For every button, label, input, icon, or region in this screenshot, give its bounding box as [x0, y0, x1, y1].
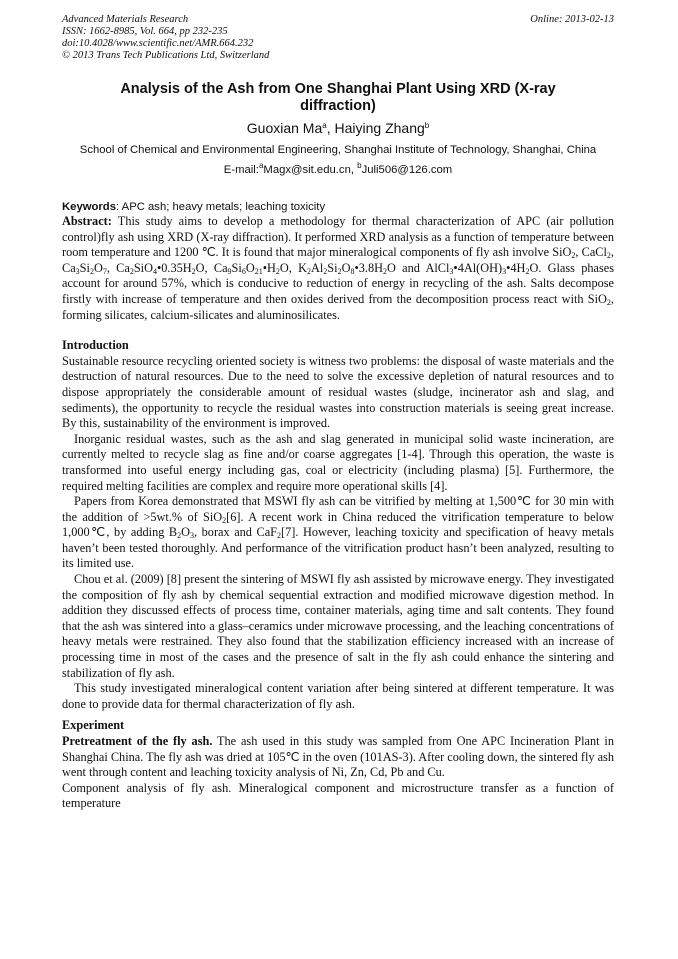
subscript: 2: [129, 266, 134, 276]
text-run: [7]. However, leaching toxicity and specification of heavy metals haven’t been tested thoroughly. And performance of the vitrification product hasn’t been analyzed, resulting to its limited use.: [62, 525, 614, 571]
text-run: The ash used in this study was sampled from One APC Incineration Plant in Shanghai China. The fly ash was dried at 105℃ in the oven (101AS-3). After cooling down, the sintered fly ash went through content and leaching toxicity analysis of Ni, Zn, Cd, Pb and Cu.: [62, 734, 614, 780]
author-line: [62, 120, 614, 137]
text-run: Si: [327, 260, 338, 275]
text-run: , CaCl: [575, 245, 607, 260]
author-separator: ,: [326, 120, 335, 136]
issn-line: ISSN: 1662-8985, Vol. 664, pp 232-235: [62, 26, 228, 37]
text-run: O, Ca: [195, 260, 228, 275]
keywords: [62, 200, 614, 214]
section-heading-introduction: Introduction: [62, 338, 129, 353]
paper-title: Analysis of the Ash from One Shanghai Plant Using XRD (X-ray diffraction): [120, 81, 556, 114]
subscript: 2: [222, 515, 227, 525]
subscript: 2: [275, 266, 280, 276]
subscript: 8: [350, 266, 355, 276]
text-run: Al: [310, 260, 324, 275]
paper-page: [62, 14, 614, 812]
text-run: O. Glass phases account for around 57%, which is conducive to reduction of energy in recycling of the ash. Salts decompose firstly with increase of temperature and then oxides derived from the decomposition process react with SiO: [62, 260, 614, 306]
paragraph: This study investigated mineralogical content variation after being sintered at different temperature. It was done to provide data for thermal characterization of fly ash.: [62, 681, 614, 711]
copyright-line: © 2013 Trans Tech Publications Ltd, Switzerland: [62, 50, 270, 61]
paragraph: Sustainable resource recycling oriented society is witness two problems: the disposal of waste materials and the destruction of natural resources. Due to the need to solve the excessive depletion of natural resources and to dispose appropriately the considerable amount of residual wastes (sludge, incinerator ash and slag, and sediments), the opportunity to recycle the residual wastes into construction materials is seeing great increase. By this, sustainability of the environment is improved.: [62, 353, 614, 431]
text-run: •H: [262, 260, 276, 275]
text-run: •4H: [506, 260, 526, 275]
email-mark: a: [258, 161, 264, 170]
subscript: 21: [254, 266, 263, 276]
subscript: 3: [75, 266, 80, 276]
subscript: 3: [449, 266, 454, 276]
text-run: This study aims to develop a methodology for thermal characterization of APC (air pollution control)fly ash using XRD (X-ray diffraction). It performed XRD analysis as a function of temperature between room temperature and 1200 ℃. It is found that major mineralogical components of fly ash involve SiO: [62, 214, 614, 260]
subscript: 2: [337, 266, 342, 276]
text-run: , borax and CaF: [194, 525, 277, 540]
subscript: 2: [191, 266, 196, 276]
affiliation: School of Chemical and Environmental Engineering, Shanghai Institute of Technology, Shanghai, China: [79, 144, 597, 156]
subscript: 3: [502, 266, 507, 276]
keywords-text: : APC ash; heavy metals; leaching toxicity: [116, 201, 326, 213]
subscript: 2: [306, 266, 311, 276]
paragraph: [62, 734, 614, 781]
affiliation-mark: a: [322, 121, 327, 130]
text-run: O: [93, 260, 103, 275]
subscript: 4: [152, 266, 157, 276]
subscript: 2: [89, 266, 94, 276]
subscript: 2: [571, 251, 576, 261]
text-run: , Ca: [62, 245, 614, 275]
text-run: , Ca: [106, 260, 130, 275]
subscript: 2: [525, 266, 530, 276]
text-run: Si: [79, 260, 90, 275]
subscript: 6: [241, 266, 246, 276]
affiliation-mark: b: [424, 121, 430, 130]
keywords-label: Keywords: [62, 201, 116, 213]
subscript: 3: [190, 531, 195, 541]
email-address[interactable]: Magx@sit.edu.cn: [263, 164, 351, 176]
subscript: 9: [227, 266, 232, 276]
author-name: Guoxian Ma: [246, 120, 323, 136]
subscript: 2: [606, 251, 611, 261]
text-run: SiO: [133, 260, 153, 275]
subscript: 2: [606, 297, 611, 307]
text-run: O: [341, 260, 351, 275]
text-run: O, K: [279, 260, 307, 275]
text-run: O and AlCl: [387, 260, 450, 275]
text-run: Si: [231, 260, 242, 275]
subscript: 7: [102, 266, 107, 276]
paragraph: [62, 494, 614, 572]
abstract: [62, 214, 614, 323]
paragraph: Inorganic residual wastes, such as the ash and slag generated in municipal solid waste incineration, are currently melted to recycle slag as fine and/or coarse aggregates [1-4]. Through this operation, the waste is transformed into useful energy including gas, coal or electricity (including plasma) [5]. Furthermore, the required melting facilities are complex and require more operational skills [4].: [62, 431, 614, 493]
email-separator: ,: [350, 164, 358, 176]
text-run: O: [181, 525, 191, 540]
subsection-label: Pretreatment of the fly ash.: [62, 734, 213, 748]
text-run: , forming silicates, calcium-silicates and aluminosilicates.: [62, 291, 614, 322]
paragraph: Chou et al. (2009) [8] present the sintering of MSWI fly ash assisted by microwave energy. They investigated the composition of fly ash by chemical sequential extraction and modified microwave digestion method. In addition they discussed effects of process time, container materials, aging time and salt contents. They found that the ash was sintered into a glass–ceramics under microwave processing, and the leaching concentrations of heavy metals were restrained. They also found that the stabilization efficiency increased with an increase of processing time in most of the cases and the presence of salt in the fly ash could enhance the sintering and stabilization of fly ash.: [62, 572, 614, 680]
email-line: [62, 163, 614, 178]
email-label: E-mail:: [223, 164, 259, 176]
doi-line: doi:10.4028/www.scientific.net/AMR.664.232: [62, 38, 254, 49]
text-run: [6]. A recent work in China reduced the vitrification temperature to below 1,000℃, by adding B: [62, 509, 614, 540]
text-run: O: [245, 260, 255, 275]
journal-name: Advanced Materials Research: [62, 14, 189, 25]
text-run: •3.8H: [354, 260, 384, 275]
subscript: 2: [277, 531, 281, 541]
online-date: Online: 2013-02-13: [530, 14, 614, 25]
paragraph: Component analysis of fly ash. Mineralogical component and microstructure transfer as a function of temperature: [62, 780, 614, 811]
text-run: •4Al(OH): [453, 260, 503, 275]
text-run: Papers from Korea demonstrated that MSWI fly ash can be vitrified by melting at 1,500℃ for 30 min with the addition of >5wt.% of SiO: [62, 494, 614, 524]
subscript: 2: [383, 266, 388, 276]
email-address[interactable]: Juli506@126.com: [361, 164, 453, 176]
section-heading-experiment: Experiment: [62, 718, 125, 733]
subscript: 2: [177, 531, 182, 541]
subscript: 2: [323, 266, 328, 276]
author-name: Haiying Zhang: [334, 120, 425, 136]
abstract-label: Abstract:: [62, 214, 112, 228]
email-mark: b: [357, 161, 362, 170]
journal-header: [62, 14, 614, 62]
text-run: •0.35H: [156, 260, 192, 275]
